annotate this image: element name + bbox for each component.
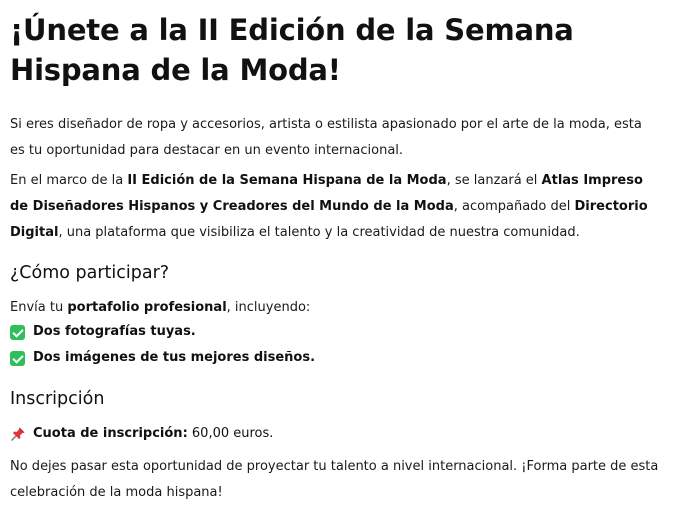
closing-paragraph: No dejes pasar esta oportunidad de proyectar tu talento a nivel internacional. ¡Forma parte de esta celebración de la moda hispana! — [10, 459, 659, 500]
list-item — [10, 319, 196, 345]
participate-heading: ¿Cómo participar? — [10, 263, 170, 283]
fee-value: 60,00 euros. — [187, 426, 274, 441]
context-text-4: , una plataforma que visibiliza el talento y la creatividad de nuestra comunidad. — [58, 225, 580, 240]
fee-line — [10, 421, 273, 447]
lead-text-1: Envía tu — [10, 300, 68, 315]
atlas-name: Atlas Impreso de Diseñadores Hispanos y Creadores del Mundo de la Moda — [10, 173, 643, 214]
list-item-label: Dos imágenes de tus mejores diseños. — [33, 350, 316, 365]
context-text-3: , acompañado del — [453, 199, 575, 214]
lead-text-2: , incluyendo: — [226, 300, 311, 315]
check-mark-icon — [10, 325, 25, 340]
list-item — [10, 345, 315, 371]
participate-lead — [10, 295, 660, 321]
intro-paragraph: Si eres diseñador de ropa y accesorios, artista o estilista apasionado por el arte de la moda, esta es tu oportunidad para destacar en un evento internacional. — [10, 117, 642, 158]
check-mark-icon — [10, 351, 25, 366]
fee-label: Cuota de inscripción: — [33, 426, 188, 441]
registration-heading: Inscripción — [10, 389, 105, 409]
portfolio-term: portafolio profesional — [67, 300, 227, 315]
context-text-2: , se lanzará el — [446, 173, 542, 188]
context-text-1: En el marco de la — [10, 173, 128, 188]
list-item-label: Dos fotografías tuyas. — [33, 324, 196, 339]
directory-name: Directorio Digital — [10, 199, 648, 240]
page-title: ¡Únete a la II Edición de la Semana Hispana de la Moda! — [10, 13, 574, 87]
event-name: II Edición de la Semana Hispana de la Moda — [127, 173, 447, 188]
context-paragraph — [10, 168, 660, 246]
pushpin-icon — [10, 426, 26, 442]
